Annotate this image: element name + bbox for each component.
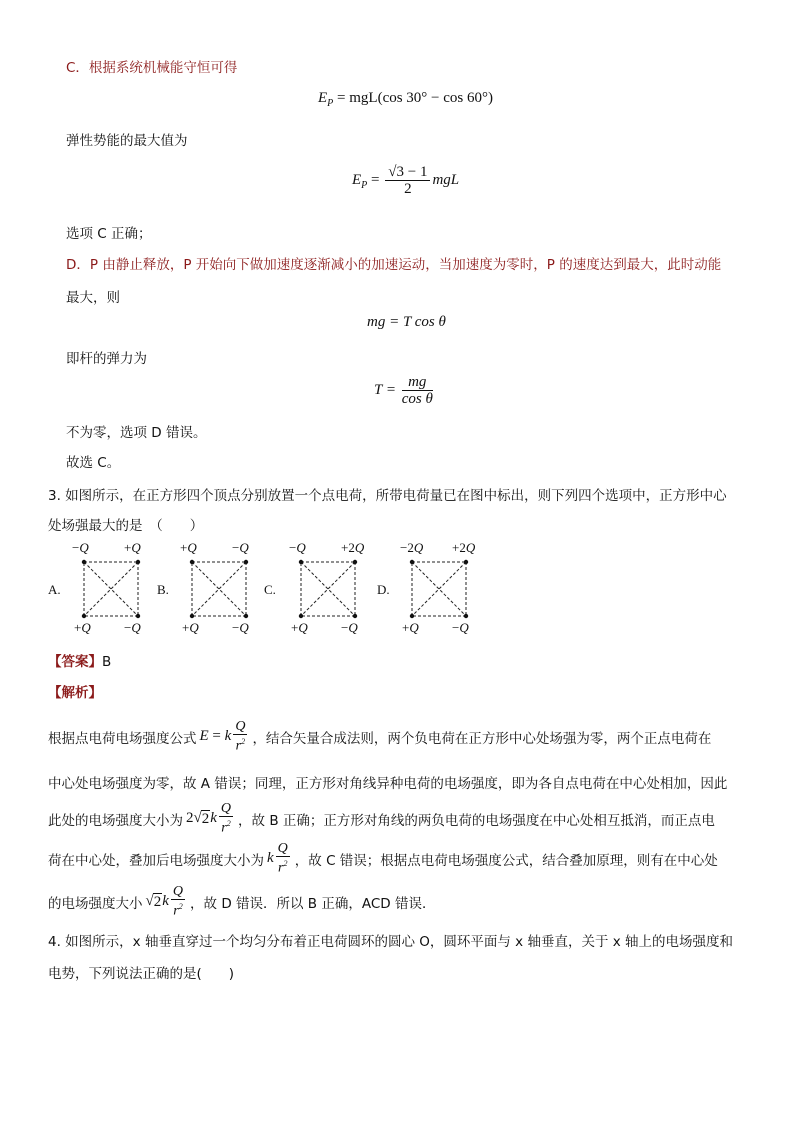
- equation-mg-tcos: [367, 314, 446, 331]
- charge-dot: [353, 560, 357, 564]
- charge-label-bottom-left: +Q: [402, 620, 419, 635]
- exp-l3-b: ，故 B 正确；正方形对角线的两负电荷的电场强度在中心处相互抵消，而正点电: [238, 812, 715, 829]
- exp-l4-b: ，故 C 错误；根据点电荷电场强度公式，结合叠加原理，则有在中心处: [294, 852, 718, 869]
- charge-dot: [82, 614, 86, 618]
- charge-label-bottom-right: −Q: [452, 620, 469, 635]
- eq4-lhs: T =: [374, 381, 396, 398]
- charge-label-bottom-left: +Q: [182, 620, 199, 635]
- option-label: C.: [264, 582, 276, 597]
- rod-force-text: 即杆的弹力为: [66, 351, 147, 367]
- option-label: A.: [48, 582, 61, 597]
- charge-dot: [464, 614, 468, 618]
- answer-tag: 【答案】: [48, 654, 102, 670]
- explanation-line3: [48, 802, 715, 836]
- charge-square-figure: [407, 557, 471, 621]
- question-3-line2: 处场强最大的是 （ ）: [48, 518, 204, 534]
- field-sqrt2: √ 2 k $\frac{Q}{r^2}$: [145, 884, 184, 919]
- charge-dot: [410, 560, 414, 564]
- field-2sqrt2: 2√ 2 k $\frac{Q}{r^2}$: [186, 801, 232, 836]
- charge-dot: [299, 560, 303, 564]
- charge-dot: [190, 560, 194, 564]
- question-4-line2: 电势，下列说法正确的是( ): [48, 966, 235, 982]
- solution-d-line1: D．P 由静止释放，P 开始向下做加速度逐渐减小的加速运动，当加速度为零时，P 的速度达到最大，此时动能: [66, 257, 722, 273]
- answer-value: B: [102, 654, 112, 670]
- charge-dot: [136, 614, 140, 618]
- answer-line: [48, 650, 111, 670]
- explanation-line2: 中心处电场强度为零，故 A 错误；同理，正方形对角线异种电荷的电场强度，即为各自点电荷在中心处相加，因此: [48, 776, 728, 792]
- elastic-energy-text: 弹性势能的最大值为: [66, 133, 188, 149]
- exp-l4-a: 荷在中心处，叠加后电场强度大小为: [48, 852, 264, 869]
- eq2-tail: mgL: [432, 171, 460, 188]
- eq4-numerator: mg: [408, 374, 427, 390]
- analysis-tag: 【解析】: [48, 685, 102, 701]
- charge-label-top-right: −Q: [232, 540, 249, 555]
- field-kq: k $\frac{Q}{r^2}$: [267, 841, 288, 876]
- charge-label-bottom-left: +Q: [291, 620, 308, 635]
- eq3-text: mg = T cos θ: [367, 314, 446, 330]
- charge-dot: [244, 560, 248, 564]
- eq2-denominator: 2: [404, 181, 412, 197]
- charge-label-bottom-right: −Q: [232, 620, 249, 635]
- coulomb-formula: E = k $\frac{Q}{r^2}$: [199, 719, 246, 754]
- charge-dot: [136, 560, 140, 564]
- charge-label-bottom-left: +Q: [74, 620, 91, 635]
- exp-l3-a: 此处的电场强度大小为: [48, 812, 183, 829]
- equation-ep-rhs: = mgL(cos 30° − cos 60°): [337, 90, 494, 106]
- charge-dot: [464, 560, 468, 564]
- question-4-line1: 4. 如图所示，x 轴垂直穿过一个均匀分布着正电荷圆环的圆心 O，圆环平面与 x 轴垂直，关于 x 轴上的电场强度和: [48, 934, 734, 950]
- charge-label-top-right: +2Q: [341, 540, 365, 555]
- charge-dot: [82, 560, 86, 564]
- exp-l1-b: ，结合矢量合成法则，两个负电荷在正方形中心处场强为零，两个正点电荷在: [252, 730, 712, 747]
- exp-l5-a: 的电场强度大小: [48, 895, 143, 912]
- charge-label-top-left: −2Q: [400, 540, 424, 555]
- charge-label-top-left: −Q: [289, 540, 306, 555]
- charge-label-bottom-right: −Q: [341, 620, 358, 635]
- explanation-line1: [48, 720, 711, 754]
- eq2-numerator: √3 − 1: [385, 164, 430, 181]
- charge-label-bottom-right: −Q: [124, 620, 141, 635]
- charge-label-top-right: +Q: [124, 540, 141, 555]
- option-c-correct-text: 选项 C 正确；: [66, 226, 152, 242]
- option-label: B.: [157, 582, 169, 597]
- charge-dot: [299, 614, 303, 618]
- charge-label-top-right: +2Q: [452, 540, 476, 555]
- exp-l1-a: 根据点电荷电场强度公式: [48, 730, 197, 747]
- solution-c-line: C．根据系统机械能守恒可得: [66, 60, 238, 76]
- charge-square-figure: [187, 557, 251, 621]
- charge-dot: [353, 614, 357, 618]
- charge-dot: [190, 614, 194, 618]
- question-3-line1: 3. 如图所示，在正方形四个顶点分别放置一个点电荷，所带电荷量已在图中标出，则下列四个选项中，正方形中心: [48, 488, 727, 504]
- solution-d-line2: 最大，则: [66, 290, 120, 306]
- charge-label-top-left: −Q: [72, 540, 89, 555]
- explanation-line5: [48, 885, 435, 919]
- charge-dot: [410, 614, 414, 618]
- choose-c-text: 故选 C。: [66, 455, 121, 471]
- charge-label-top-left: +Q: [180, 540, 197, 555]
- eq4-denominator: cos θ: [401, 391, 433, 407]
- option-label: D.: [377, 582, 390, 597]
- explanation-line4: [48, 842, 718, 876]
- charge-square-figure: [296, 557, 360, 621]
- exp-l5-b: ，故 D 错误．所以 B 正确，ACD 错误．: [190, 895, 436, 912]
- equation-ep-energy: $E_P = mgL(\cos$ 30° − cos 60°): [318, 90, 494, 109]
- charge-square-figure: [79, 557, 143, 621]
- not-zero-text: 不为零，选项 D 错误。: [66, 425, 207, 441]
- equation-t-mg-cos: [374, 374, 435, 407]
- equation-ep-max: $E_P$ = $\frac{√3 - 1}{2}$ mgL: [352, 164, 460, 197]
- charge-dot: [244, 614, 248, 618]
